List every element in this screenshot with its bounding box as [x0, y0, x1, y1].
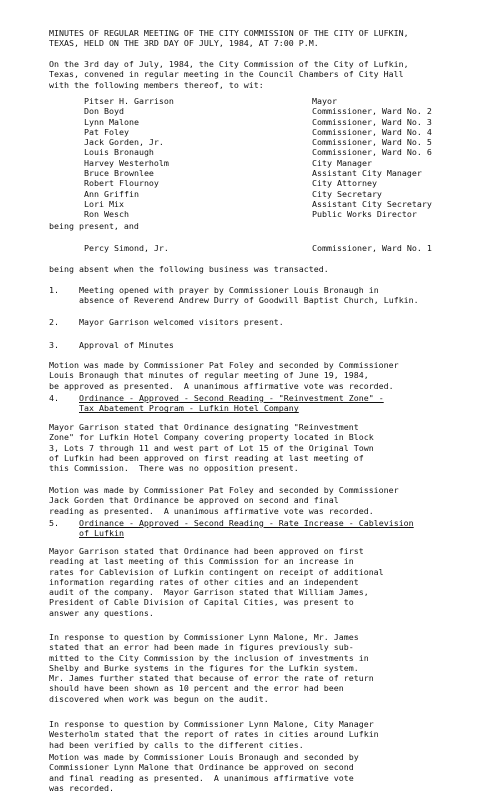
member-title: City Attorney [312, 178, 377, 189]
item-text: Mayor Garrison welcomed visitors present. [79, 317, 284, 327]
member-name: Lori Mix [84, 198, 124, 209]
document-title: MINUTES OF REGULAR MEETING OF THE CITY COMMISSION OF THE CITY OF LUFKIN, TEXAS, HELD ON THE 3RD DAY OF JULY, 1984, AT 7:00 P.M. [49, 28, 409, 49]
item-5-paragraph-1: Mayor Garrison stated that Ordinance had been approved on first reading at last meeting of this Commission for an increase in rates for Cablevision of Lufkin contingent on receipt of additional information regarding rates of other cities and an independent audit of the company. Mayor Garrison stated that William James, President of Cable Division of Capital Cities, was present to answer any questions. [49, 546, 384, 618]
roster-row [84, 209, 474, 219]
agenda-item-5 [49, 518, 469, 539]
member-title: Assistant City Manager [312, 168, 422, 179]
roster-row [84, 137, 474, 147]
member-title: Assistant City Secretary [312, 198, 432, 209]
member-name: Bruce Brownlee [84, 168, 154, 179]
member-name: Lynn Malone [84, 116, 139, 127]
member-title: Mayor [312, 96, 337, 106]
member-name: Pat Foley [84, 126, 129, 137]
item-5-paragraph-2: In response to question by Commissioner Lynn Malone, Mr. James stated that an error had been made in figures previously sub- mitted to the City Commission by the inclusion of investments in Shelby and Burke systems in the figures for the Lufkin system. Mr. James further stated that because of error the rate of return should have been shown as 10 percent and the error had been discovered when work was begun on the audit. [49, 632, 374, 704]
roster-row [84, 106, 474, 116]
absent-note-text: being absent when the following business was transacted. [49, 264, 329, 274]
item-5-paragraph-4: Motion was made by Commissioner Louis Bronaugh and seconded by Commissioner Lynn Malone that Ordinance be approved on second and final reading as presented. A unanimous affirmative vote was recorded. [49, 752, 359, 793]
member-title: Commissioner, Ward No. 3 [312, 116, 432, 127]
agenda-item-1 [49, 285, 469, 306]
intro-paragraph: On the 3rd day of July, 1984, the City Commission of the City of Lufkin, Texas, convened in regular meeting in the Council Chambers of City Hall with the following members thereof, to wit: [49, 59, 409, 90]
member-name: Robert Flournoy [84, 178, 159, 189]
member-name: Pitser H. Garrison [84, 96, 174, 106]
roster-row [84, 117, 474, 127]
item-heading: Approval of Minutes [79, 340, 174, 350]
member-title: Commissioner, Ward No. 1 [312, 243, 432, 253]
member-name: Harvey Westerholm [84, 157, 169, 168]
item-number: 1. [49, 285, 59, 295]
being-present-text: being present, and [49, 221, 139, 231]
item-number: 5. [49, 518, 59, 528]
item-heading: Ordinance - Approved - Second Reading - "Reinvestment Zone" - Tax Abatement Program - Lufkin Hotel Company [79, 393, 384, 414]
absent-members-list [84, 243, 474, 253]
agenda-item-4 [49, 393, 469, 414]
member-title: Public Works Director [312, 209, 417, 220]
member-name: Don Boyd [84, 106, 124, 117]
member-name: Ron Wesch [84, 209, 129, 220]
present-members-list [84, 96, 474, 220]
member-title: Commissioner, Ward No. 2 [312, 106, 432, 117]
item-number: 3. [49, 340, 59, 350]
member-name: Ann Griffin [84, 188, 139, 199]
member-name: Percy Simond, Jr. [84, 243, 169, 253]
member-title: City Manager [312, 157, 372, 168]
roster-row [84, 189, 474, 199]
item-number: 4. [49, 393, 59, 403]
item-4-paragraph-2: Motion was made by Commissioner Pat Foley and seconded by Commissioner Jack Gorden that Ordinance be approved on second and final reading as presented. A unanimous affirmative vote was recorded. [49, 485, 399, 516]
member-title: Commissioner, Ward No. 4 [312, 126, 432, 137]
member-title: Commissioner, Ward No. 5 [312, 137, 432, 148]
item-text: Meeting opened with prayer by Commissioner Louis Bronaugh in absence of Reverend Andrew Durry of Goodwill Baptist Church, Lufkin. [79, 285, 419, 306]
roster-row [84, 96, 474, 106]
item-5-paragraph-3: In response to question by Commissioner Lynn Malone, City Manager Westerholm stated that the report of rates in cities around Lufkin had been verified by calls to the different cities. [49, 719, 379, 750]
roster-row [84, 127, 474, 137]
member-title: City Secretary [312, 188, 382, 199]
item-heading: Ordinance - Approved - Second Reading - Rate Increase - Cablevision of Lufkin [79, 518, 414, 539]
agenda-item-2 [49, 317, 469, 327]
roster-row [84, 199, 474, 209]
roster-row [84, 147, 474, 157]
roster-row [84, 178, 474, 188]
member-title: Commissioner, Ward No. 6 [312, 147, 432, 158]
item-4-paragraph-1: Mayor Garrison stated that Ordinance designating "Reinvestment Zone" for Lufkin Hotel Company covering property located in Block 3, Lots 7 through 11 and west part of Lot 15 of the Original Town of Lufkin had been approved on first reading at last meeting of this Commission. There was no opposition present. [49, 422, 374, 474]
member-name: Jack Gorden, Jr. [84, 137, 164, 148]
member-name: Louis Bronaugh [84, 147, 154, 158]
roster-row [84, 168, 474, 178]
minutes-motion-paragraph: Motion was made by Commissioner Pat Foley and seconded by Commissioner Louis Bronaugh that minutes of regular meeting of June 19, 1984, be approved as presented. A unanimous affirmative vote was recorded. [49, 360, 399, 391]
item-number: 2. [49, 317, 59, 327]
roster-row [84, 158, 474, 168]
roster-row [84, 243, 474, 253]
agenda-item-3 [49, 340, 469, 350]
